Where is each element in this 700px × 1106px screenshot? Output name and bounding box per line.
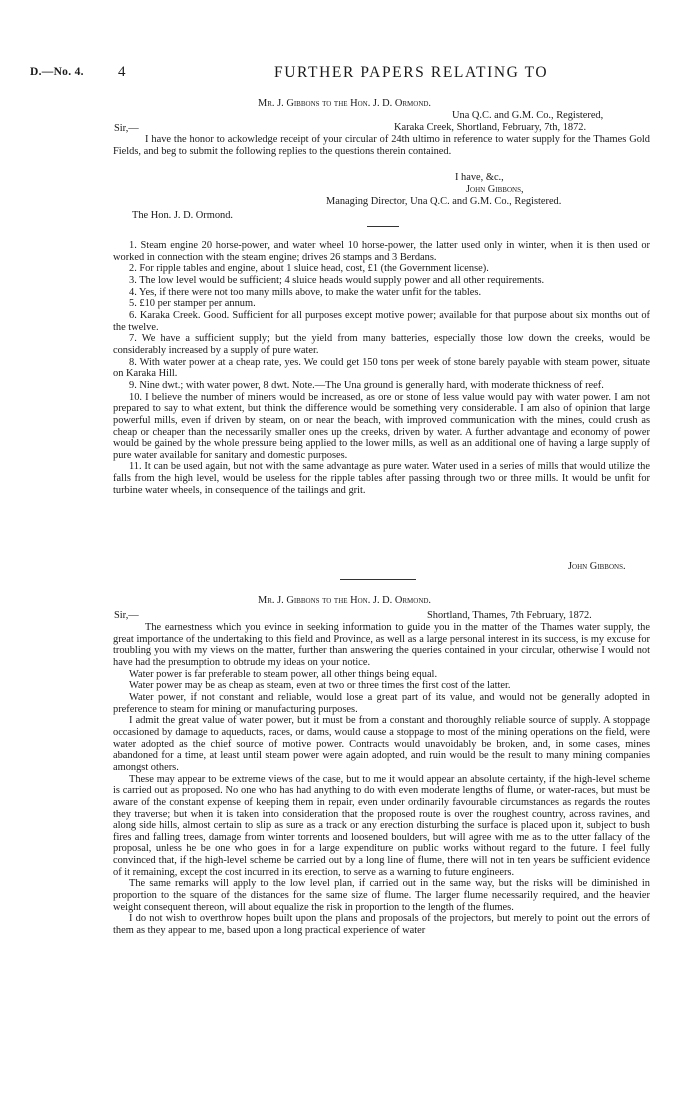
reply-item: 7. We have a sufficient supply; but the yield from many batteries, especially those low down the creeks, would be considerably increased by a supply of pure water. [113, 333, 650, 356]
reply-item: 10. I believe the number of miners would be increased, as ore or stone of less value would pay with water power. I am not prepared to say to what extent, but think the difference would be something very considerable. I am also of opinion that large powerful mills, even if driven by steam, on or near the beach, with improved communication with the mines, could crush as cheap or cheaper than the necessarily smaller ones up the creeks, driven by water. A further advantage and economy of power would be gained by the whole pressure being applied to the lower mills, as well as an additional one of having a large supply of pure water available for sanitary and domestic purposes. [113, 391, 650, 461]
reply-item: 6. Karaka Creek. Good. Sufficient for all purposes except motive power; available for that purpose about six months out of the twelve. [113, 309, 650, 333]
letter1-signer-title: Managing Director, Una Q.C. and G.M. Co., Registered. [326, 196, 562, 207]
reply-item: 3. The low level would be sufficient; 4 sluice heads would supply power and all other requirements. [129, 274, 545, 286]
replies-list [113, 240, 650, 496]
letter1-signer: John Gibbons, [466, 184, 524, 195]
page-number: 4 [118, 64, 126, 80]
letter1-addressee: The Hon. J. D. Ormond. [132, 210, 234, 221]
letter2-paragraph: I admit the great value of water power, but it must be from a constant and thoroughly reliable source of supply. A stoppage occasioned by damage to aqueducts, races, or dams, would cause a stoppage to most of the mining operations on the field, were water adopted as the chief source of motive power. Contracts would unavoidably be broken, and, in some cases, mines abandoned for a time, at least until steam power were again adopted, and ruin would be the result to many mining companies amongst others. [113, 715, 650, 773]
reply-item: 2. For ripple tables and engine, about 1 sluice head, cost, £1 (the Government license). [129, 263, 489, 275]
letter2-salutation: Sir,— [114, 610, 139, 621]
letter2-paragraph: Water power may be as cheap as steam, even at two or three times the first cost of the latter. [129, 680, 511, 692]
letter1-salutation: Sir,— [114, 123, 139, 134]
letter1-address-line2: Karaka Creek, Shortland, February, 7th, 1872. [394, 122, 587, 133]
page-title: FURTHER PAPERS RELATING TO [274, 64, 549, 81]
letter2-paragraph: Water power, if not constant and reliable, would lose a great part of its value, and would not be generally adopted in preference to steam for mining or manufacturing purposes. [113, 691, 650, 715]
letter2-paragraph: Water power is far preferable to steam power, all other things being equal. [129, 668, 438, 680]
letter1-heading: Mr. J. Gibbons to the Hon. J. D. Ormond. [258, 98, 432, 109]
letter2-place-date: Shortland, Thames, 7th February, 1872. [427, 610, 592, 621]
letter2-paragraph: The earnestness which you evince in seeking information to guide you in the matter of the Thames water supply, the great importance of the undertaking to this field and Province, as well as a large personal interest in its success, is my excuse for troubling you with my views on the matter, further than answering the queries contained in your circular, otherwise I would not have had the presumption to obtrude my ideas on your notice. [113, 622, 650, 668]
reply-item: 8. With water power at a cheap rate, yes. We could get 150 tons per week of stone barely payable with steam power, situate on Karaka Hill. [113, 356, 650, 380]
document-reference: D.—No. 4. [30, 66, 84, 78]
letter1-closing: I have, &c., [455, 172, 504, 183]
reply-item: 4. Yes, if there were not too many mills above, to make the water unfit for the tables. [129, 286, 482, 298]
letter2-paragraph: These may appear to be extreme views of the case, but to me it would appear an absolute certainty, if the high-level scheme is carried out as proposed. No one who has had anything to do with even moderate lengths of flume, or water-races, but must be aware of the constant expense of keeping them in repair, even under ordinarily favourable circumstances as regards the routes they traverse; but when it is taken into consideration that the proposed route is over the roughest country, across ravines, and along side hills, almost certain to slip as sure as a track or any erection disturbing the surface is placed upon it, subject to bush fires and falling trees, damage from winter torrents and loosened boulders, but will agree with me as to the utter fallacy of the proposal, unless he be one who goes in for a large expenditure on public works without regard to the future. I feel fully convinced that, if the high-level scheme be carried out by a long line of flume, there will not in ten years be sufficient evidence of it remaining, except the cost incurred in its erection, to serve as a warning to future engineers. [113, 773, 650, 878]
letter2-paragraph: I do not wish to overthrow hopes built upon the plans and proposals of the projectors, but merely to point out the errors of them as they appear to me, based upon a long practical experience of water [113, 913, 650, 937]
replies-signature: John Gibbons. [568, 561, 626, 572]
section-divider [340, 579, 416, 580]
letter2-body [113, 622, 650, 937]
letter1-body: I have the honor to ackowledge receipt of your circular of 24th ultimo in reference to water supply for the Thames Gold Fields, and beg to submit the following replies to the questions therein contained. [113, 134, 650, 157]
reply-item: 11. It can be used again, but not with the same advantage as pure water. Water used in a series of mills that would utilize the falls from the high level, would be useless for the ripple tables after passing through two or three mills. It would be unfit for turbine water wheels, in consequence of the tailings and grit. [113, 461, 650, 496]
running-header [30, 64, 670, 84]
letter1-address-line1: Una Q.C. and G.M. Co., Registered, [452, 110, 604, 121]
letter2-heading: Mr. J. Gibbons to the Hon. J. D. Ormond. [258, 595, 432, 606]
reply-item: 9. Nine dwt.; with water power, 8 dwt. Note.—The Una ground is generally hard, with moderate thickness of reef. [129, 379, 604, 391]
letter2-paragraph: The same remarks will apply to the low level plan, if carried out in the same way, but the risks will be diminished in proportion to the square of the distances for the same size of flume. The larger flume necessarily required, and the heavier weight consequent thereon, will about equalize the risk in proportion to the length of the flumes. [113, 878, 650, 913]
section-divider [367, 226, 399, 227]
reply-item: 5. £10 per stamper per annum. [129, 298, 256, 310]
reply-item: 1. Steam engine 20 horse-power, and water wheel 10 horse-power, the latter used only in winter, when it is then used or worked in connection with the steam engine; drives 26 stamps and 3 Berdans. [113, 240, 650, 263]
